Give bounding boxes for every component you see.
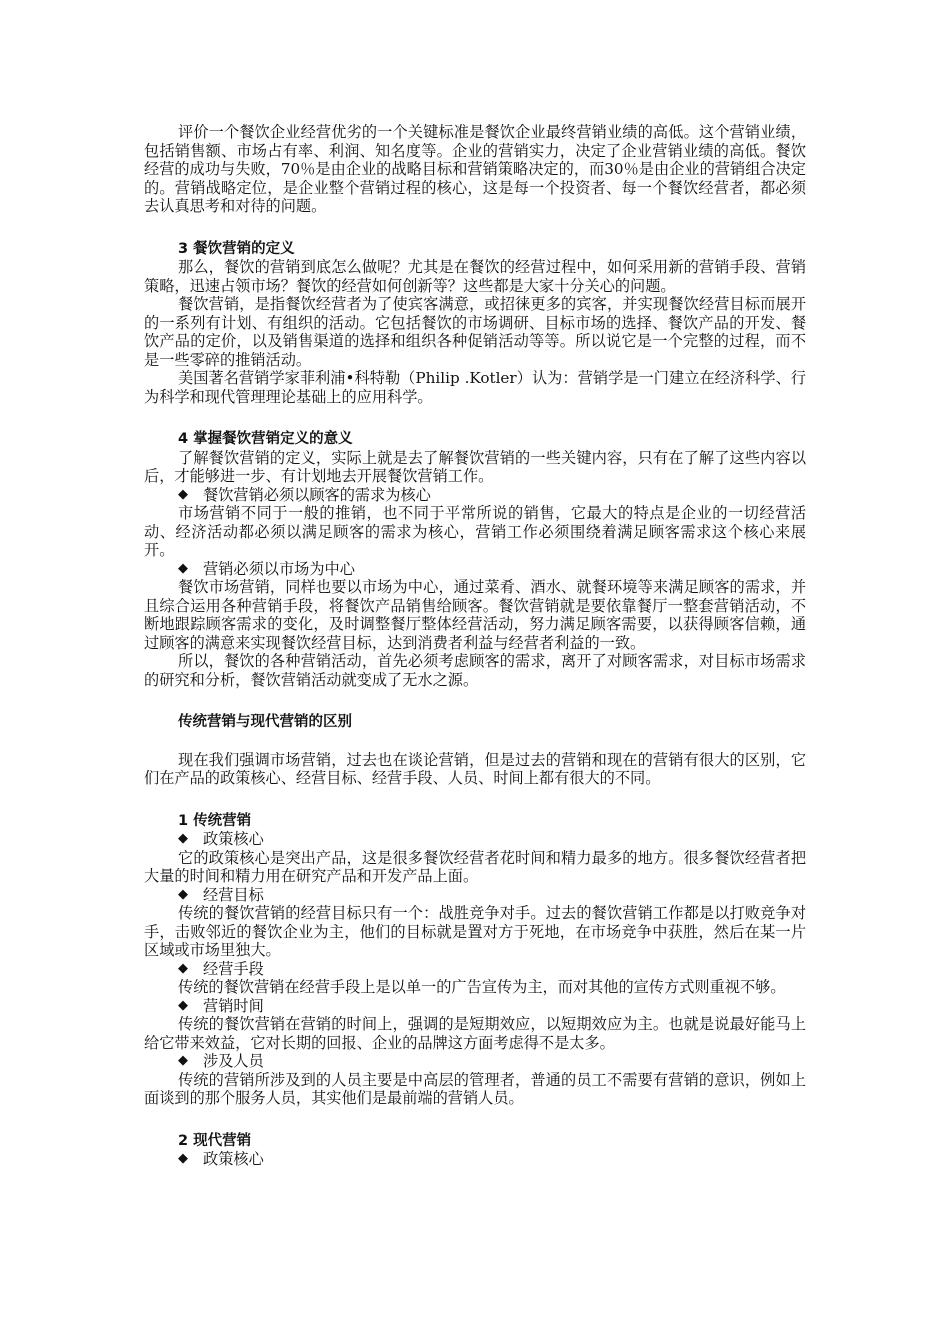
bullet-label: 营销必须以市场为中心 [203,559,355,578]
spacer [144,689,806,713]
diamond-bullet-icon: ◆ [178,1053,188,1068]
bullet-item [144,560,806,579]
section-paragraph: 传统的餐饮营销在经营手段上是以单一的广告宣传为主，而对其他的宣传方式则重视不够。 [178,978,786,996]
spacer [144,732,806,751]
section-heading-comparison: 传统营销与现代营销的区别 [178,714,352,730]
diamond-bullet-icon: ◆ [178,1151,188,1166]
section-paragraph: 现在我们强调市场营销，过去也在谈论营销，但是过去的营销和现在的营销有很大的区别，它们在产品的政策核心、经营目标、经营手段、人员、时间上都有很大的不同。 [144,750,806,787]
section-paragraph: 市场营销不同于一般的推销，也不同于平常所说的销售，它最大的特点是企业的一切经营活动、经济活动都必须以满足顾客的需求为核心，营销工作必须围绕着满足顾客需求这个核心来展开。 [144,504,806,559]
diamond-bullet-icon: ◆ [178,960,188,976]
bullet-item [144,486,806,505]
bullet-item [144,997,806,1016]
diamond-bullet-icon: ◆ [178,486,188,502]
section-paragraph: 餐饮市场营销，同样也要以市场为中心，通过菜肴、酒水、就餐环境等来满足顾客的需求，并且综合运用各种营销手段，将餐饮产品销售给顾客。餐饮营销就是要依靠餐厅一整套营销活动，不断地跟踪顾客需求的变化，及时调整餐厅整体经营活动，努力满足顾客需要，以获得顾客信赖，通过顾客的满意来实现餐饮经营目标，达到消费者利益与经营者利益的一致。 [144,578,806,652]
diamond-bullet-icon: ◆ [178,831,188,846]
section-paragraph: 美国著名营销学家菲利浦•科特勒（Philip .Kotler）认为：营销学是一门建立在经济科学、行为科学和现代管理理论基础上的应用科学。 [144,369,806,406]
spacer [144,406,806,430]
section-heading-traditional: 1 传统营销 [178,812,252,829]
bullet-label: 经营目标 [203,885,264,904]
diamond-bullet-icon: ◆ [178,997,188,1013]
diamond-bullet-icon: ◆ [178,560,188,576]
bullet-item [144,1150,806,1169]
bullet-label: 经营手段 [203,959,264,978]
spacer [144,216,806,240]
section-paragraph: 餐饮营销，是指餐饮经营者为了使宾客满意，或招徕更多的宾客，并实现餐饮经营目标而展开的一系列有计划、有组织的活动。它包括餐饮的市场调研、目标市场的选择、餐饮产品的开发、餐饮产品的定价，以及销售渠道的选择和组织各种促销活动等等。所以说它是一个完整的过程，而不是一些零碎的推销活动。 [144,295,806,369]
spacer [144,1108,806,1132]
bullet-item [144,960,806,979]
bullet-label: 政策核心 [203,1150,264,1168]
section-paragraph: 传统的餐饮营销在营销的时间上，强调的是短期效应，以短期效应为主。也就是说最好能马上给它带来效益，它对长期的回报、企业的品牌这方面考虑得不是太多。 [144,1015,806,1052]
diamond-bullet-icon: ◆ [178,886,188,902]
bullet-label: 营销时间 [203,996,264,1015]
spacer [144,788,806,812]
section-heading-definition: 3 餐饮营销的定义 [178,240,295,257]
section-paragraph: 那么，餐饮的营销到底怎么做呢？尤其是在餐饮的经营过程中，如何采用新的营销手段、营销策略，迅速占领市场？餐饮的经营如何创新等？这些都是大家十分关心的问题。 [144,258,806,295]
bullet-item [144,1052,806,1071]
bullet-label: 政策核心 [203,830,264,848]
section-paragraph: 所以，餐饮的各种营销活动，首先必须考虑顾客的需求，离开了对顾客需求，对目标市场需求的研究和分析，餐饮营销活动就变成了无水之源。 [144,652,806,689]
bullet-label: 涉及人员 [203,1052,264,1070]
section-paragraph: 传统的营销所涉及到的人员主要是中高层的管理者，普通的员工不需要有营销的意识，例如上面谈到的那个服务人员，其实他们是最前端的营销人员。 [144,1070,806,1107]
bullet-item [144,830,806,849]
section-heading-significance: 4 掌握餐饮营销定义的意义 [178,431,353,447]
bullet-label: 餐饮营销必须以顾客的需求为核心 [203,485,431,504]
bullet-item [144,886,806,905]
section-paragraph: 了解餐饮营销的定义，实际上就是去了解餐饮营销的一些关键内容，只有在了解了这些内容以后，才能够进一步、有计划地去开展餐饮营销工作。 [144,448,806,485]
section-paragraph: 传统的餐饮营销的经营目标只有一个：战胜竞争对手。过去的餐饮营销工作都是以打败竞争对手，击败邻近的餐饮企业为主，他们的目标就是置对方于死地，在市场竞争中获胜，然后在某一片区域或市场里独大。 [144,904,806,959]
intro-paragraph: 评价一个餐饮企业经营优劣的一个关键标准是餐饮企业最终营销业绩的高低。这个营销业绩，包括销售额、市场占有率、利润、知名度等。企业的营销实力，决定了企业营销业绩的高低。餐饮经营的成功与失败，70％是由企业的战略目标和营销策略决定的，而30％是由企业的营销组合决定的。营销战略定位，是企业整个营销过程的核心，这是每一个投资者、每一个餐饮经营者，都必须去认真思考和对待的问题。 [144,123,806,215]
section-heading-modern: 2 现代营销 [178,1132,252,1149]
section-paragraph: 它的政策核心是突出产品，这是很多餐饮经营者花时间和精力最多的地方。很多餐饮经营者把大量的时间和精力用在研究产品和开发产品上面。 [144,848,806,885]
